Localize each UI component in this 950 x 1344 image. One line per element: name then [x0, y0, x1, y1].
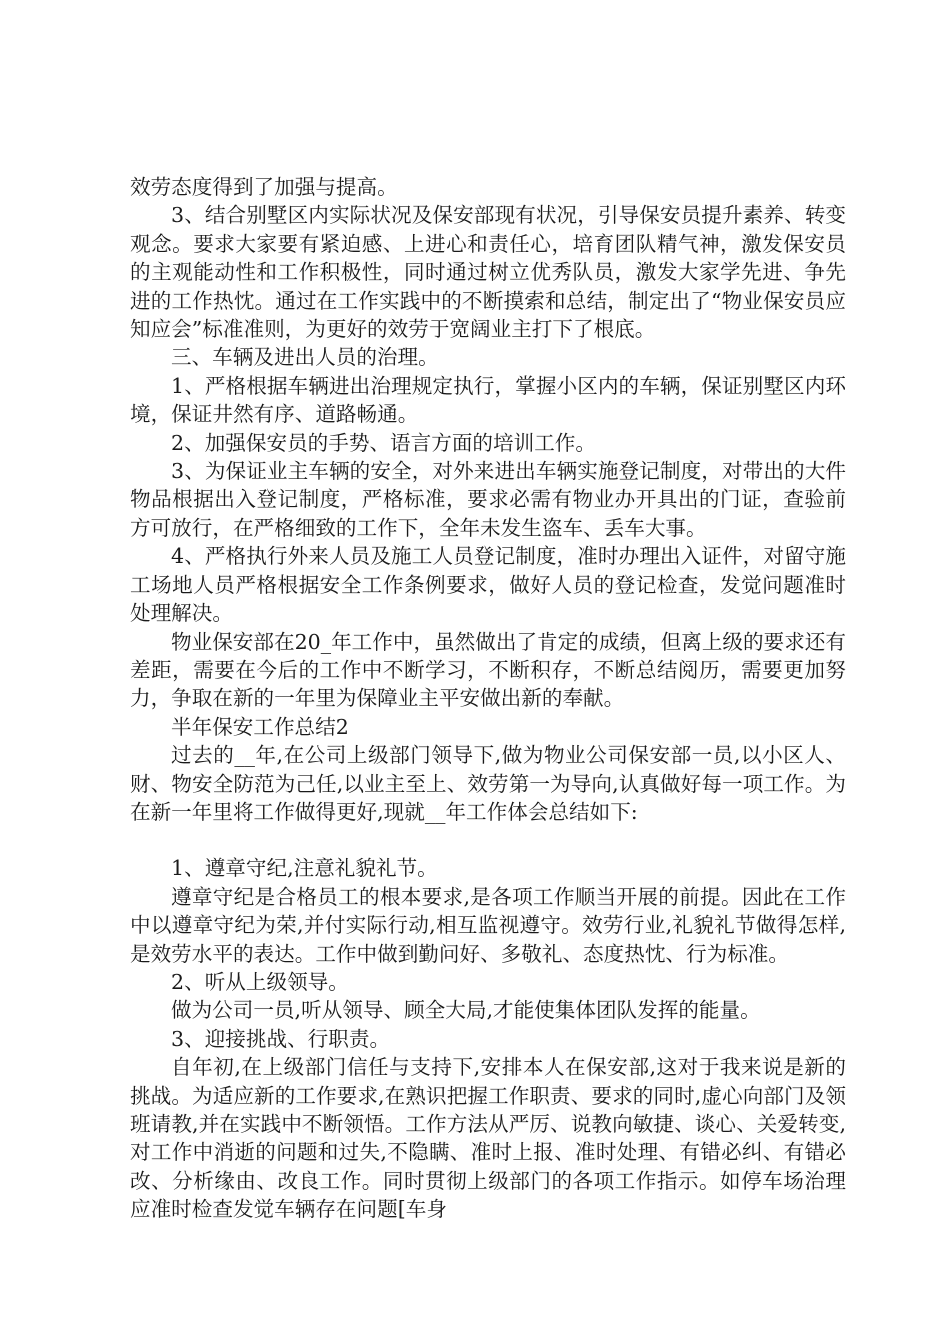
- document-body: [130, 173, 846, 1224]
- blank-line: [130, 826, 846, 854]
- paragraph-obey-leadership: 做为公司一员,听从领导、顾全大局,才能使集体团队发挥的能量。: [171, 998, 761, 1023]
- heading-discipline: 1、遵章守纪,注意礼貌礼节。: [171, 856, 438, 881]
- paragraph-challenge: 自年初,在上级部门信任与支持下,安排本人在保安部,这对于我来说是新的挑战。为适应新的工作要求,在熟识把握工作职责、要求的同时,虚心向部门及领班请教,并在实践中不断领悟。工作方法从严厉、说教向敏捷、谈心、关爱转变,对工作中消逝的问题和过失,不隐瞒、准时上报、准时处理、有错必纠、有错必改、分析缘由、改良工作。同时贯彻上级部门的各项工作指示。如停车场治理应准时检查发觉车辆存在问题[车身: [130, 1055, 846, 1222]
- paragraph-discipline: 遵章守纪是合格员工的根本要求,是各项工作顺当开展的前提。因此在工作中以遵章守纪为荣,并付实际行动,相互监视遵守。效劳行业,礼貌礼节做得怎样,是效劳水平的表达。工作中做到勤问好、多敬礼、态度热忱、行为标准。: [130, 884, 846, 966]
- section-title-summary-2: 半年保安工作总结2: [171, 714, 349, 739]
- heading-obey-leadership: 2、听从上级领导。: [171, 969, 349, 994]
- paragraph-vehicle-item-2: 2、加强保安员的手势、语言方面的培训工作。: [171, 430, 596, 455]
- paragraph-vehicle-item-4: 4、严格执行外来人员及施工人员登记制度，准时办理出入证件，对留守施工场地人员严格根据安全工作条例要求，做好人员的登记检查，发觉问题准时处理解决。: [130, 544, 846, 626]
- paragraph-summary: 物业保安部在20_年工作中，虽然做出了肯定的成绩，但离上级的要求还有差距，需要在今后的工作中不断学习，不断积存，不断总结阅历，需要更加努力，争取在新的一年里为保障业主平安做出新的奉献。: [130, 629, 846, 711]
- paragraph-item-3: 3、结合别墅区内实际状况及保安部现有状况，引导保安员提升素养、转变观念。要求大家要有紧迫感、上进心和责任心，培育团队精气神，激发保安员的主观能动性和工作积极性，同时通过树立优秀队员，激发大家学先进、争先进的工作热忱。通过在工作实践中的不断摸索和总结，制定出了“物业保安员应知应会”标准准则，为更好的效劳于宽阔业主打下了根底。: [130, 203, 846, 342]
- paragraph-intro-2: 过去的__年,在公司上级部门领导下,做为物业公司保安部一员,以小区人、财、物安全防范为己任,以业主至上、效劳第一为导向,认真做好每一项工作。为在新一年里将工作做得更好,现就__年工作体会总结如下:: [130, 743, 846, 824]
- heading-challenge: 3、迎接挑战、行职责。: [171, 1026, 391, 1051]
- paragraph-vehicle-item-3: 3、为保证业主车辆的安全，对外来进出车辆实施登记制度，对带出的大件物品根据出入登记制度，严格标准，要求必需有物业办开具出的门证，查验前方可放行，在严格细致的工作下，全年未发生盗车、丢车大事。: [130, 459, 846, 540]
- paragraph-continuation: 效劳态度得到了加强与提高。: [130, 175, 398, 199]
- paragraph-vehicle-item-1: 1、严格根据车辆进出治理规定执行，掌握小区内的车辆，保证别墅区内环境，保证井然有序、道路畅通。: [130, 373, 846, 427]
- section-heading-vehicles: 三、车辆及进出人员的治理。: [171, 345, 439, 370]
